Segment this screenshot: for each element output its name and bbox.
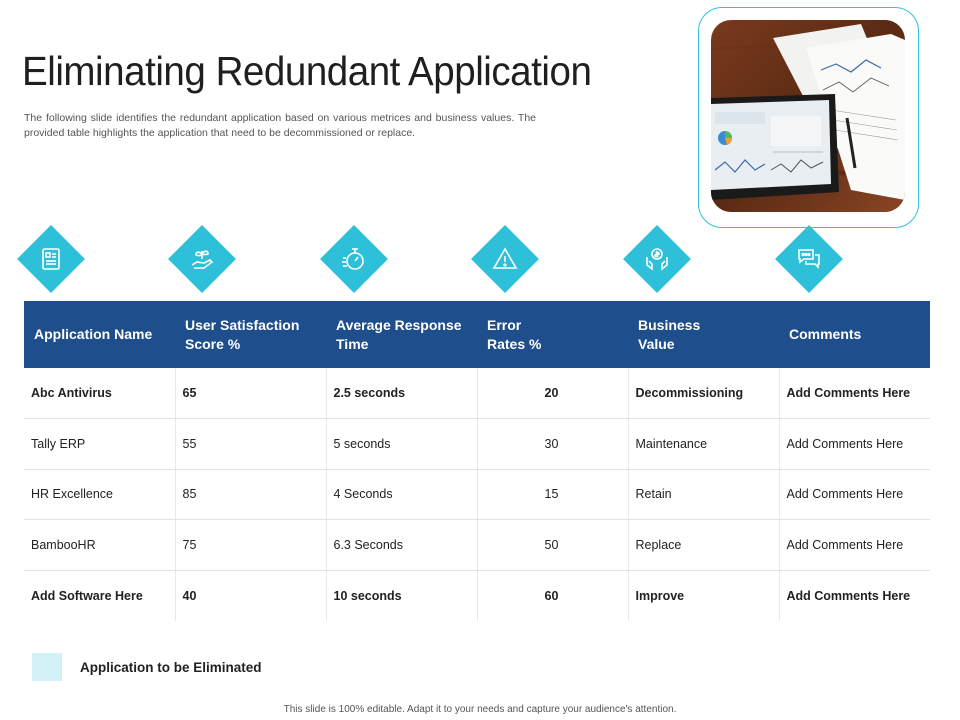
cell-response-time: 2.5 seconds bbox=[326, 368, 477, 419]
cell-response-time: 10 seconds bbox=[326, 570, 477, 621]
header-error-rates: Error Rates % bbox=[477, 301, 628, 368]
cell-response-time: 5 seconds bbox=[326, 419, 477, 470]
header-average-response: Average Response Time bbox=[326, 301, 477, 368]
cell-error-rate: 20 bbox=[477, 368, 628, 419]
cell-business-value: Improve bbox=[628, 570, 779, 621]
table-row bbox=[24, 469, 930, 520]
cell-app-name: Tally ERP bbox=[24, 419, 175, 470]
cell-satisfaction: 55 bbox=[175, 419, 326, 470]
money-hands-icon bbox=[624, 226, 690, 292]
hand-plant-icon bbox=[169, 226, 235, 292]
cell-satisfaction: 65 bbox=[175, 368, 326, 419]
cell-comments: Add Comments Here bbox=[779, 419, 930, 470]
cell-response-time: 6.3 Seconds bbox=[326, 520, 477, 571]
table-header-row bbox=[24, 301, 930, 368]
cell-comments: Add Comments Here bbox=[779, 469, 930, 520]
table-row bbox=[24, 520, 930, 571]
cell-comments: Add Comments Here bbox=[779, 520, 930, 571]
tablet-desk-photo bbox=[711, 20, 905, 212]
cell-response-time: 4 Seconds bbox=[326, 469, 477, 520]
table-row bbox=[24, 419, 930, 470]
page-title: Eliminating Redundant Application bbox=[22, 48, 592, 94]
document-icon bbox=[18, 226, 84, 292]
applications-table-wrap bbox=[24, 301, 930, 621]
photo-frame bbox=[698, 7, 919, 228]
header-business-value: Business Value bbox=[628, 301, 779, 368]
page-subtitle: The following slide identifies the redundant application based on various metrices and business values. The provided table highlights the application that need to be decommissioned or replace. bbox=[24, 112, 536, 139]
footer-note: This slide is 100% editable. Adapt it to your needs and capture your audience's attention. bbox=[283, 704, 677, 715]
applications-table bbox=[24, 301, 930, 621]
cell-satisfaction: 40 bbox=[175, 570, 326, 621]
cell-error-rate: 15 bbox=[477, 469, 628, 520]
cell-comments: Add Comments Here bbox=[779, 570, 930, 621]
cell-app-name: BambooHR bbox=[24, 520, 175, 571]
stopwatch-icon bbox=[321, 226, 387, 292]
cell-business-value: Maintenance bbox=[628, 419, 779, 470]
cell-error-rate: 50 bbox=[477, 520, 628, 571]
cell-app-name: HR Excellence bbox=[24, 469, 175, 520]
warning-icon bbox=[472, 226, 538, 292]
cell-business-value: Replace bbox=[628, 520, 779, 571]
header-comments: Comments bbox=[779, 301, 930, 368]
cell-error-rate: 30 bbox=[477, 419, 628, 470]
chat-bubbles-icon bbox=[776, 226, 842, 292]
legend-label: Application to be Eliminated bbox=[80, 660, 262, 675]
table-row bbox=[24, 368, 930, 419]
legend-swatch bbox=[32, 653, 62, 681]
cell-app-name: Abc Antivirus bbox=[24, 368, 175, 419]
header-user-satisfaction: User Satisfaction Score % bbox=[175, 301, 326, 368]
cell-error-rate: 60 bbox=[477, 570, 628, 621]
cell-satisfaction: 75 bbox=[175, 520, 326, 571]
cell-comments: Add Comments Here bbox=[779, 368, 930, 419]
cell-satisfaction: 85 bbox=[175, 469, 326, 520]
header-application-name: Application Name bbox=[24, 301, 175, 368]
cell-business-value: Retain bbox=[628, 469, 779, 520]
cell-business-value: Decommissioning bbox=[628, 368, 779, 419]
table-row bbox=[24, 570, 930, 621]
cell-app-name: Add Software Here bbox=[31, 588, 143, 603]
